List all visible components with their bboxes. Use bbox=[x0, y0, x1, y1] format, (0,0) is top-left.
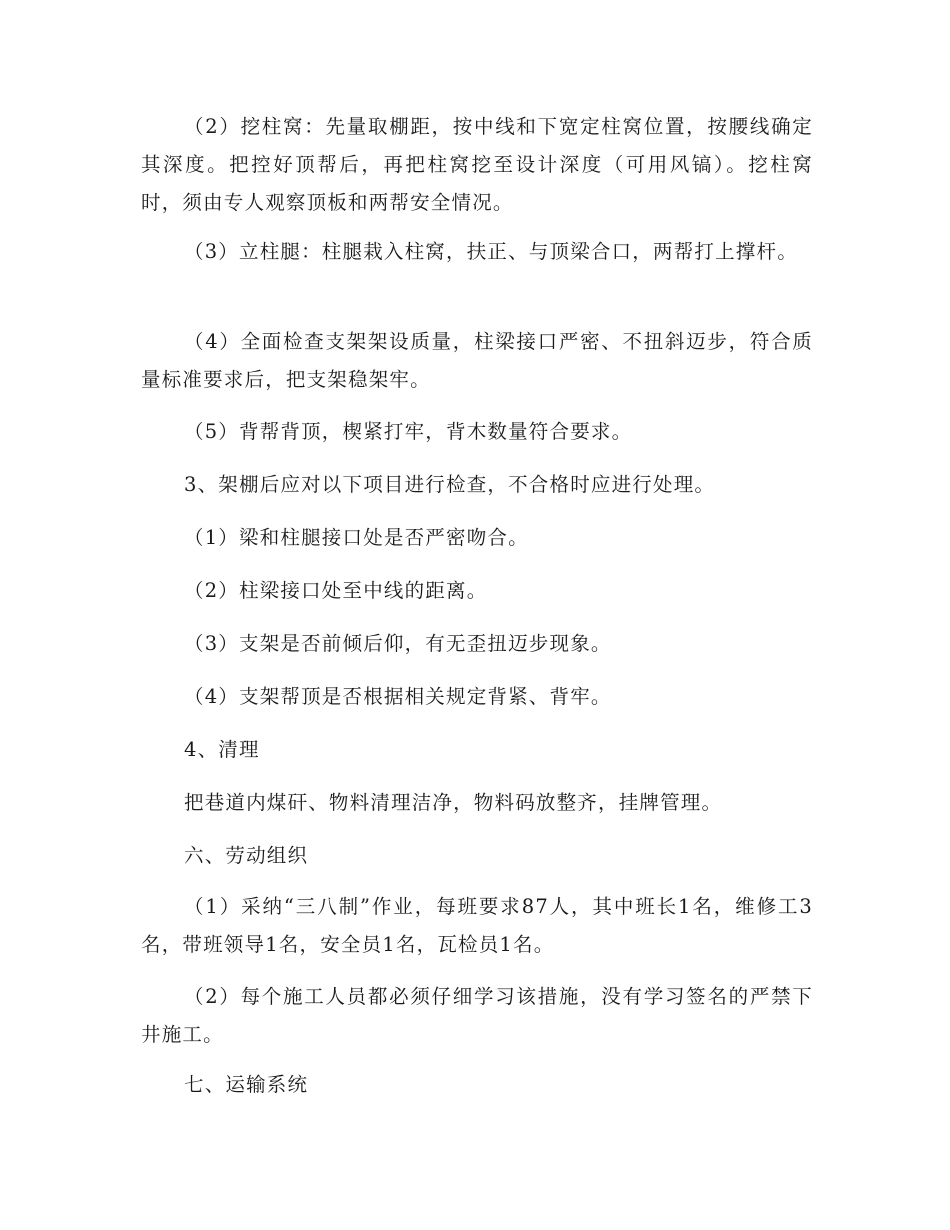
paragraph-check-item-1: （1）梁和柱腿接口处是否严密吻合。 bbox=[184, 526, 529, 549]
paragraph-full-inspection: （4）全面检查支架架设质量，柱梁接口严密、不扭斜迈步，符合质量标准要求后，把支架稳架牢。 bbox=[141, 330, 813, 391]
paragraph-labor-item-1: （1）采纳“三八制”作业，每班要求87人，其中班长1名，维修工3名，带班领导1名，安全员1名，瓦检员1名。 bbox=[141, 895, 813, 956]
paragraph-back-lagging: （5）背帮背顶，楔紧打牢，背木数量符合要求。 bbox=[184, 420, 633, 443]
paragraph-dig-column-pit: （2）挖柱窝：先量取棚距，按中线和下宽定柱窝位置，按腰线确定其深度。把控好顶帮后，再把柱窝挖至设计深度（可用风镐）。挖柱窝时，须由专人观察顶板和两帮安全情况。 bbox=[141, 115, 813, 214]
paragraph-check-item-3: （3）支架是否前倾后仰，有无歪扭迈步现象。 bbox=[184, 632, 612, 655]
paragraph-section-7-heading: 七、运输系统 bbox=[184, 1073, 309, 1096]
paragraph-check-item-4: （4）支架帮顶是否根据相关规定背紧、背牢。 bbox=[184, 685, 612, 708]
paragraph-cleanup: 把巷道内煤矸、物料清理洁净，物料码放整齐，挂牌管理。 bbox=[184, 791, 723, 814]
paragraph-section-3-heading: 3、架棚后应对以下项目进行检查，不合格时应进行处理。 bbox=[184, 473, 716, 496]
paragraph-section-4-heading: 4、清理 bbox=[184, 738, 260, 761]
paragraph-check-item-2: （2）柱梁接口处至中线的距离。 bbox=[184, 579, 488, 602]
paragraph-labor-item-2: （2）每个施工人员都必须仔细学习该措施，没有学习签名的严禁下井施工。 bbox=[141, 985, 813, 1046]
paragraph-section-6-heading: 六、劳动组织 bbox=[184, 844, 309, 867]
paragraph-erect-column-legs: （3）立柱腿：柱腿栽入柱窝，扶正、与顶梁合口，两帮打上撑杆。 bbox=[184, 240, 798, 263]
